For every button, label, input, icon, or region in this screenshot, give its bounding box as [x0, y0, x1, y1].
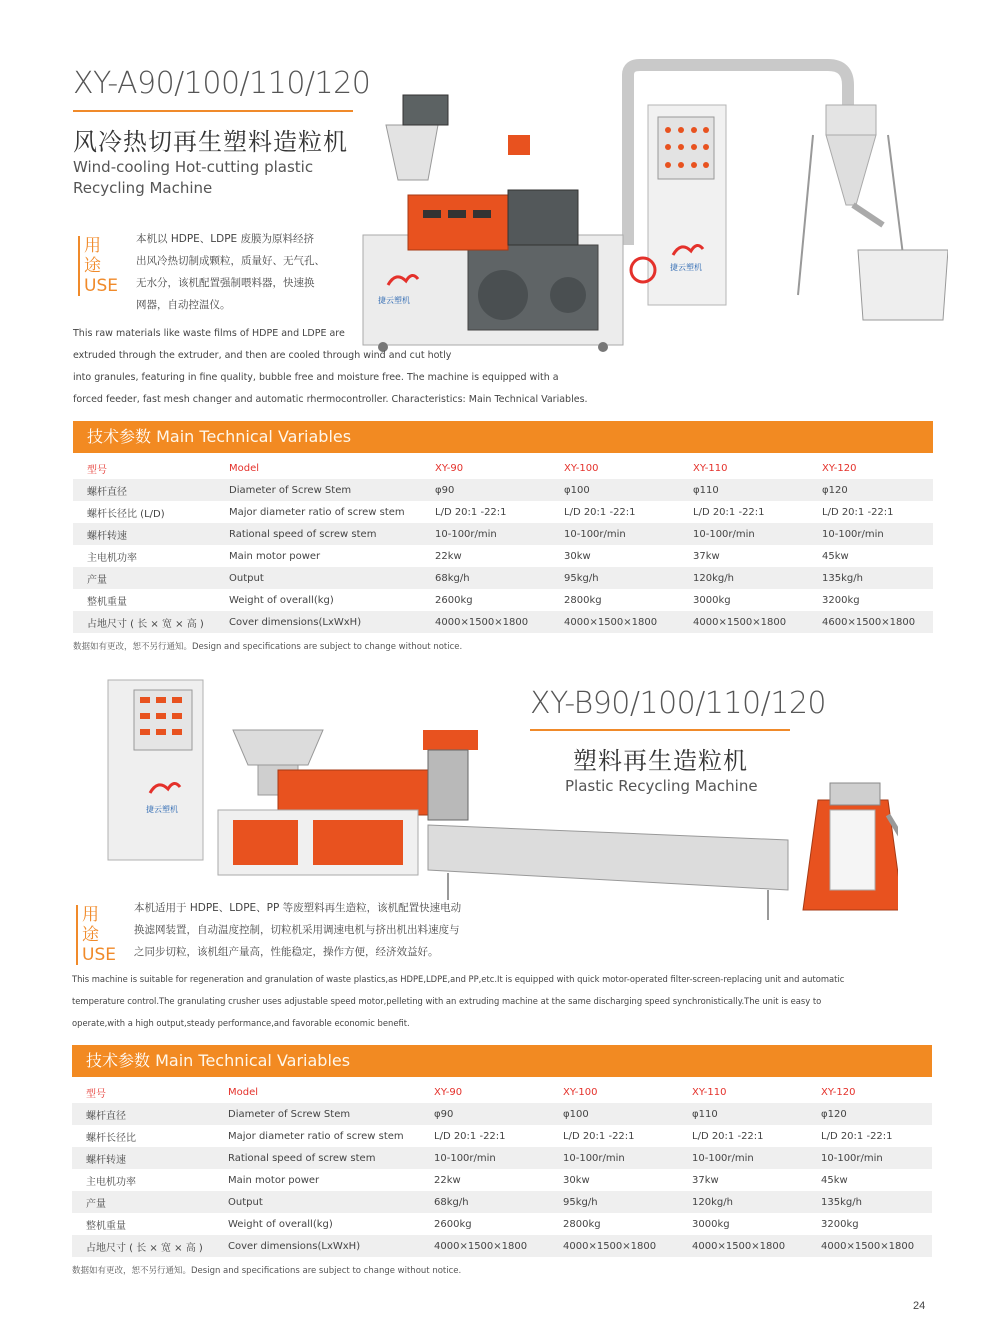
table-cell: 120kg/h [692, 1191, 821, 1213]
section-b-en-title: Plastic Recycling Machine [565, 777, 758, 795]
table-row [72, 1125, 932, 1147]
table-cell: Diameter of Screw Stem [229, 479, 435, 501]
section-b-model-title: XY-B90/100/110/120 [530, 686, 826, 721]
table-cell: Main motor power [229, 550, 321, 562]
table-cell: Rational speed of screw stem [228, 1147, 434, 1169]
section-b-use-en: USE [82, 945, 116, 965]
section-a-note: 数据如有更改，恕不另行通知。Design and specifications are subject to change without notice. [73, 642, 463, 652]
section-b-use-cn: 用途 [82, 905, 99, 945]
table-cell: φ120 [821, 1103, 932, 1125]
table-cell: 螺杆转速 [72, 1147, 228, 1169]
table-cell: Model [228, 1086, 259, 1098]
section-b-note: 数据如有更改，恕不另行通知。Design and specifications are subject to change without notice. [72, 1266, 462, 1276]
table-cell: 68kg/h [435, 567, 564, 589]
section-b-cabinet-logo-text: 捷云塑机 [146, 805, 178, 814]
table-cell: φ100 [564, 479, 693, 501]
table-cell: 4000×1500×1800 [563, 1235, 692, 1257]
table-row [73, 611, 933, 633]
table-cell: 螺杆转速 [73, 523, 229, 545]
table-cell: 4000×1500×1800 [692, 1235, 821, 1257]
table-cell: φ120 [822, 479, 933, 501]
section-a-spec-table [73, 457, 933, 633]
table-cell: XY-90 [434, 1086, 463, 1098]
table-cell: L/D 20:1 -22:1 [564, 506, 636, 518]
table-cell: L/D 20:1 -22:1 [692, 1130, 764, 1142]
table-cell: 45kw [821, 1174, 848, 1186]
section-a-en-title [73, 157, 313, 199]
table-cell: 135kg/h [821, 1191, 932, 1213]
table-cell: φ90 [435, 479, 564, 501]
section-a-en-description [73, 323, 613, 411]
table-cell: 68kg/h [434, 1191, 563, 1213]
table-cell: Weight of overall(kg) [229, 594, 334, 606]
table-cell: Cover dimensions(LxWxH) [229, 611, 435, 633]
table-cell: φ110 [693, 479, 822, 501]
section-b-spec-table [72, 1081, 932, 1257]
table-cell: Diameter of Screw Stem [228, 1103, 434, 1125]
table-cell: Output [228, 1191, 434, 1213]
catalog-page [18, 10, 980, 1310]
table-cell: 2800kg [563, 1218, 601, 1230]
section-b-en-desc-line: temperature control.The granulating crusher uses adjustable speed motor,pelleting with an extruding machine at the same discharging speed synchronistically.The unit is easy to [72, 996, 822, 1006]
table-cell: XY-120 [822, 462, 857, 474]
table-cell: 30kw [563, 1174, 590, 1186]
section-a-frame-logo-text: 捷云塑机 [378, 296, 410, 305]
table-cell: 22kw [435, 550, 462, 562]
section-a-cn-desc-line: 无水分，该机配置强制喂料器，快速换 [136, 277, 315, 289]
table-header-row [73, 457, 933, 479]
section-a-cn-desc-line: 本机以 HDPE、LDPE 废膜为原料经挤 [136, 233, 315, 245]
table-cell: 2600kg [434, 1218, 472, 1230]
table-row [72, 1235, 932, 1257]
table-cell: 占地尺寸 ( 长 × 宽 × 高 ) [73, 611, 229, 633]
section-a-cn-description [136, 228, 346, 316]
table-cell: 螺杆直径 [72, 1103, 228, 1125]
section-b-en-description [72, 968, 932, 1034]
section-b-cn-desc-line: 换滤网装置，自动温度控制，切粒机采用调速电机与挤出机出料速度与 [134, 924, 460, 936]
table-cell: 产量 [72, 1191, 228, 1213]
section-a-en-title-line1: Wind-cooling Hot-cutting plastic [73, 158, 314, 176]
section-b-cn-description [134, 897, 554, 963]
table-cell: 占地尺寸 ( 长 × 宽 × 高 ) [72, 1235, 228, 1257]
table-cell: 3200kg [822, 594, 860, 606]
section-a-tech-header [73, 421, 933, 453]
table-cell: 整机重量 [86, 1220, 126, 1232]
section-b-use-label [76, 905, 114, 965]
table-cell: XY-110 [693, 462, 728, 474]
section-a-use-en: USE [84, 276, 118, 296]
table-cell: 135kg/h [822, 567, 933, 589]
table-cell: L/D 20:1 -22:1 [822, 506, 894, 518]
table-cell: 95kg/h [564, 567, 693, 589]
table-row [73, 589, 933, 611]
table-cell: 主电机功率 [87, 552, 137, 564]
table-row [73, 545, 933, 567]
table-cell: Weight of overall(kg) [228, 1218, 333, 1230]
table-cell: 37kw [692, 1174, 719, 1186]
section-b-en-desc-line: This machine is suitable for regeneration and granulation of waste plastics,as HDPE,LDPE,and PP,etc.It is equipped with quick motor-operated filter-screen-replacing unit and automatic [72, 974, 845, 984]
table-cell: XY-90 [435, 462, 464, 474]
section-a-tech-header-en: Main Technical Variables [156, 427, 352, 446]
table-row [72, 1191, 932, 1213]
table-cell: 10-100r/min [434, 1147, 563, 1169]
section-a-cn-desc-line: 网器，自动控温仪。 [136, 299, 231, 311]
table-cell: 10-100r/min [435, 523, 564, 545]
table-cell: Cover dimensions(LxWxH) [228, 1235, 434, 1257]
table-row [73, 567, 933, 589]
table-cell: 10-100r/min [564, 523, 693, 545]
table-cell: 整机重量 [87, 596, 127, 608]
section-b-title-rule [530, 729, 790, 731]
table-row [72, 1147, 932, 1169]
section-a-en-desc-line: forced feeder, fast mesh changer and automatic rhermocontroller. Characteristics: Main Technical Variables. [73, 394, 588, 405]
table-cell: 产量 [73, 567, 229, 589]
section-a-cn-desc-line: 出风冷热切制成颗粒，质量好、无气孔、 [136, 255, 325, 267]
table-cell: 2800kg [564, 594, 602, 606]
table-cell: Rational speed of screw stem [229, 523, 435, 545]
table-cell: XY-100 [564, 462, 599, 474]
table-cell: 主电机功率 [86, 1176, 136, 1188]
table-cell: 4000×1500×1800 [821, 1235, 932, 1257]
table-cell: XY-120 [821, 1086, 856, 1098]
table-cell: Main motor power [228, 1174, 320, 1186]
section-b-en-desc-line: operate,with a high output,steady performance,and favorable economic benefit. [72, 1018, 410, 1028]
section-a-cn-title: 风冷热切再生塑料造粒机 [73, 128, 348, 156]
table-header-row [72, 1081, 932, 1103]
table-cell: Major diameter ratio of screw stem [228, 1130, 404, 1142]
section-b-cn-desc-line: 之同步切粒，该机组产量高，性能稳定，操作方便，经济效益好。 [134, 946, 439, 958]
table-cell: 22kw [434, 1174, 461, 1186]
table-cell: 3200kg [821, 1218, 859, 1230]
section-a-title-rule [73, 110, 353, 112]
table-cell: 4000×1500×1800 [434, 1235, 563, 1257]
section-a-en-desc-line: This raw materials like waste films of HDPE and LDPE are [73, 328, 345, 339]
section-b-tech-header [72, 1045, 932, 1077]
table-cell: φ110 [692, 1103, 821, 1125]
table-cell: 4600×1500×1800 [822, 611, 933, 633]
table-cell: 3000kg [692, 1218, 730, 1230]
table-cell: L/D 20:1 -22:1 [821, 1130, 893, 1142]
table-cell: L/D 20:1 -22:1 [434, 1130, 506, 1142]
table-row [73, 479, 933, 501]
section-a-en-desc-line: extruded through the extruder, and then are cooled through wind and cut hotly [73, 350, 452, 361]
table-cell: 45kw [822, 550, 849, 562]
table-cell: 10-100r/min [692, 1147, 821, 1169]
table-cell: 10-100r/min [821, 1147, 932, 1169]
section-b-cn-desc-line: 本机适用于 HDPE、LDPE、PP 等废塑料再生造粒，该机配置快速电动 [134, 902, 462, 914]
table-cell: XY-110 [692, 1086, 727, 1098]
page-number: 24 [913, 1300, 926, 1312]
table-row [72, 1213, 932, 1235]
table-cell: 30kw [564, 550, 591, 562]
section-a-use-label [78, 236, 116, 296]
table-cell: 3000kg [693, 594, 731, 606]
table-cell: 螺杆长径比 [86, 1132, 136, 1144]
table-cell: 2600kg [435, 594, 473, 606]
section-b-cn-title: 塑料再生造粒机 [573, 747, 748, 775]
table-cell: 37kw [693, 550, 720, 562]
table-cell: 4000×1500×1800 [435, 611, 564, 633]
section-b-tech-header-cn: 技术参数 [86, 1051, 151, 1070]
table-cell: L/D 20:1 -22:1 [563, 1130, 635, 1142]
table-cell: φ90 [434, 1103, 563, 1125]
table-cell: 4000×1500×1800 [564, 611, 693, 633]
table-cell: 型号 [86, 1088, 106, 1100]
table-cell: 10-100r/min [563, 1147, 692, 1169]
section-b-tech-header-en: Main Technical Variables [155, 1051, 351, 1070]
table-cell: Model [229, 462, 260, 474]
section-a-en-title-line2: Recycling Machine [73, 179, 213, 197]
section-a-use-cn: 用途 [84, 236, 101, 276]
table-cell: 型号 [87, 464, 107, 476]
table-row [72, 1169, 932, 1191]
table-cell: 4000×1500×1800 [693, 611, 822, 633]
table-cell: Major diameter ratio of screw stem [229, 506, 405, 518]
section-a-cabinet-logo-text: 捷云塑机 [670, 263, 702, 272]
table-cell: L/D 20:1 -22:1 [693, 506, 765, 518]
table-row [73, 501, 933, 523]
section-a-model-title: XY-A90/100/110/120 [73, 66, 371, 101]
table-cell: 螺杆长径比 (L/D) [87, 508, 165, 520]
section-a-en-desc-line: into granules, featuring in fine quality, bubble free and moisture free. The machine is equipped with a [73, 372, 559, 383]
table-row [72, 1103, 932, 1125]
table-cell: φ100 [563, 1103, 692, 1125]
table-cell: 95kg/h [563, 1191, 692, 1213]
table-cell: 10-100r/min [693, 523, 822, 545]
table-cell: 10-100r/min [822, 523, 933, 545]
section-a-tech-header-cn: 技术参数 [87, 427, 152, 446]
table-cell: L/D 20:1 -22:1 [435, 506, 507, 518]
table-cell: 120kg/h [693, 567, 822, 589]
table-cell: Output [229, 567, 435, 589]
table-row [73, 523, 933, 545]
table-cell: 螺杆直径 [73, 479, 229, 501]
table-cell: XY-100 [563, 1086, 598, 1098]
